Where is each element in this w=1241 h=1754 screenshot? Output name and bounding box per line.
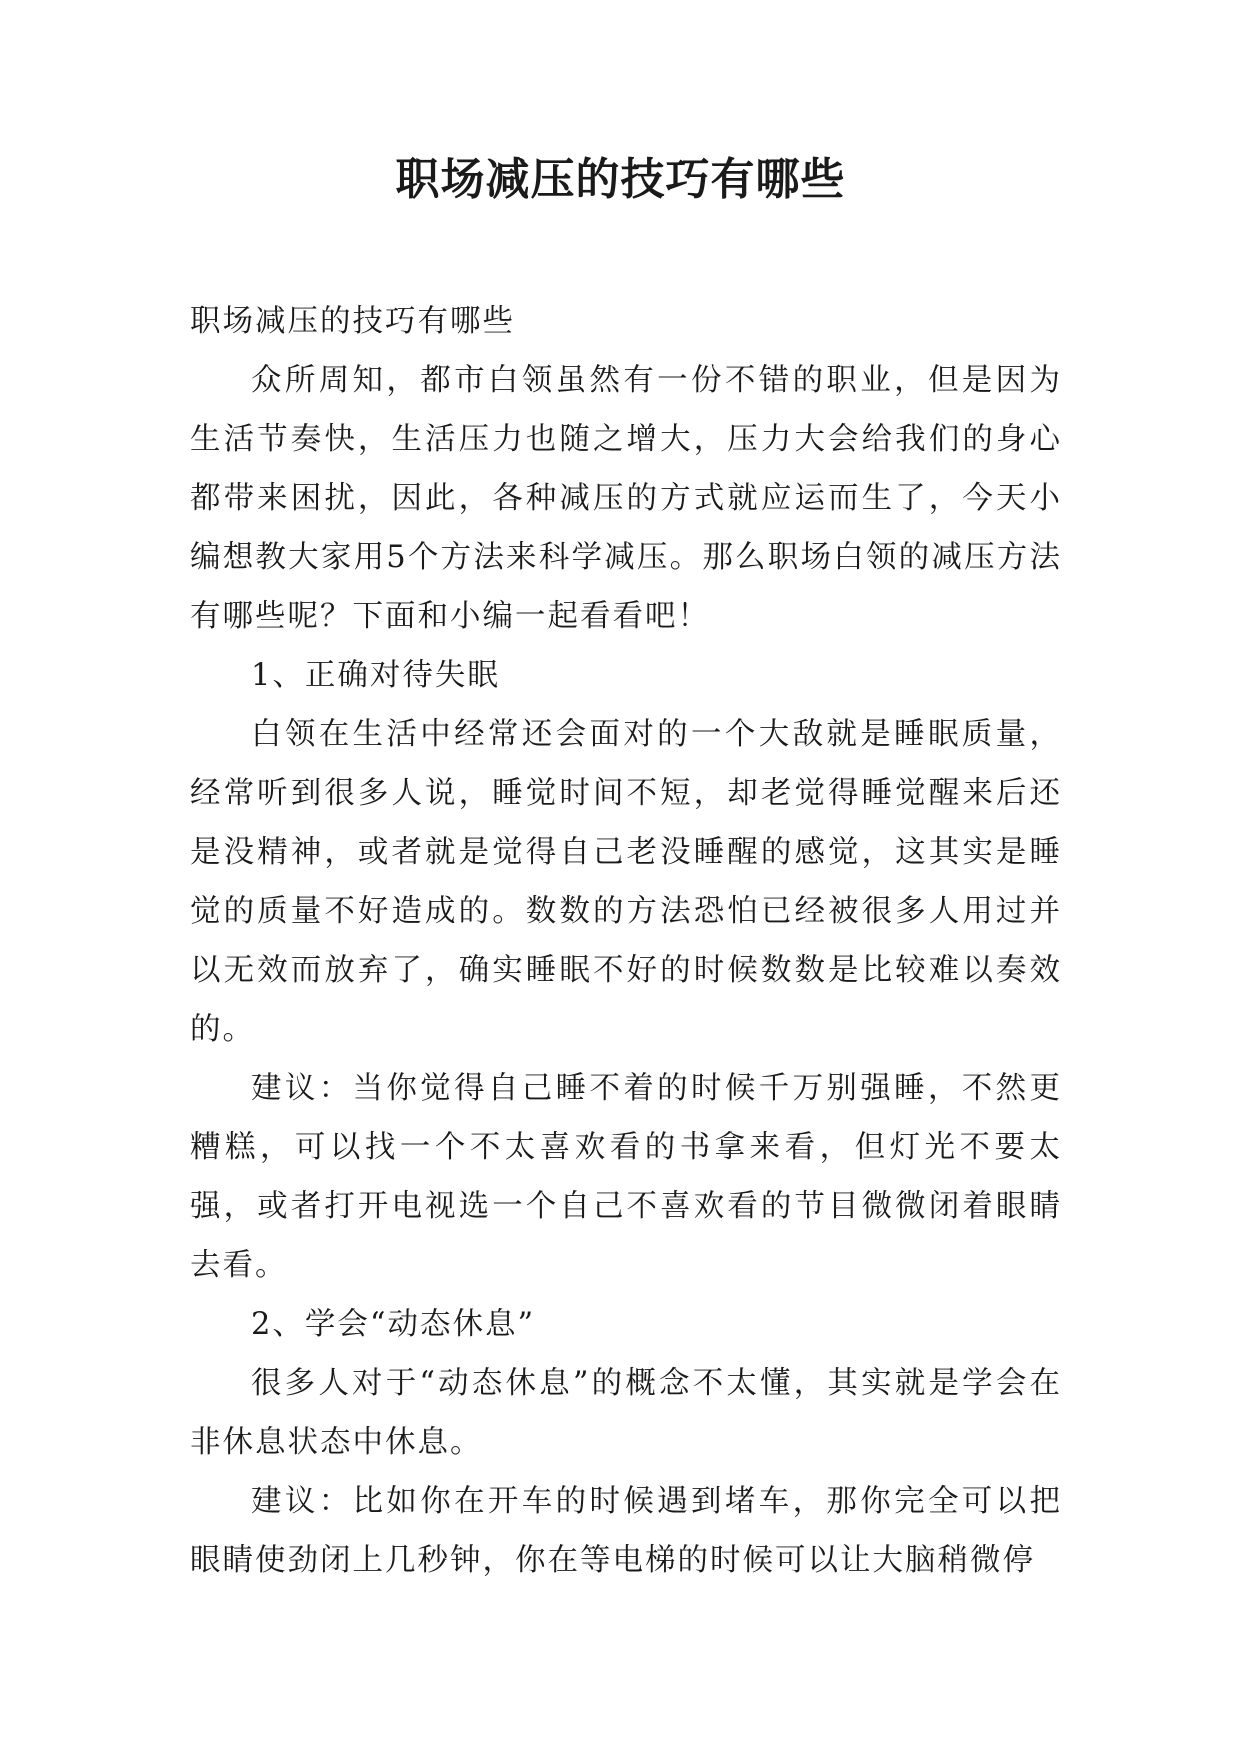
paragraph-insomnia: 白领在生活中经常还会面对的一个大敌就是睡眠质量，经常听到很多人说，睡觉时间不短，却老觉得睡觉醒来后还是没精神，或者就是觉得自己老没睡醒的感觉，这其实是睡觉的质量不好造成的。数数的方法恐怕已经被很多人用过并以无效而放弃了，确实睡眠不好的时候数数是比较难以奏效的。 [190, 717, 1062, 1047]
section-heading-2: 2、学会“动态休息” [251, 1307, 536, 1342]
document-body [190, 292, 1062, 1590]
document-title: 职场减压的技巧有哪些 [395, 154, 846, 205]
paragraph-advice-1: 建议：当你觉得自己睡不着的时候千万别强睡，不然更糟糕，可以找一个不太喜欢看的书拿来看，但灯光不要太强，或者打开电视选一个自己不喜欢看的节目微微闭着眼睛去看。 [190, 1071, 1062, 1283]
paragraph-advice-2: 建议：比如你在开车的时候遇到堵车，那你完全可以把眼睛使劲闭上几秒钟，你在等电梯的时候可以让大脑稍微停 [190, 1484, 1062, 1578]
paragraph-intro: 众所周知，都市白领虽然有一份不错的职业，但是因为生活节奏快，生活压力也随之增大，压力大会给我们的身心都带来困扰，因此，各种减压的方式就应运而生了，今天小编想教大家用5个方法来科学减压。那么职场白领的减压方法有哪些呢？下面和小编一起看看吧！ [190, 363, 1062, 634]
document-subtitle: 职场减压的技巧有哪些 [190, 304, 515, 339]
section-heading-1: 1、正确对待失眠 [251, 658, 500, 693]
paragraph-dynamic-rest: 很多人对于“动态休息”的概念不太懂，其实就是学会在非休息状态中休息。 [190, 1366, 1062, 1460]
